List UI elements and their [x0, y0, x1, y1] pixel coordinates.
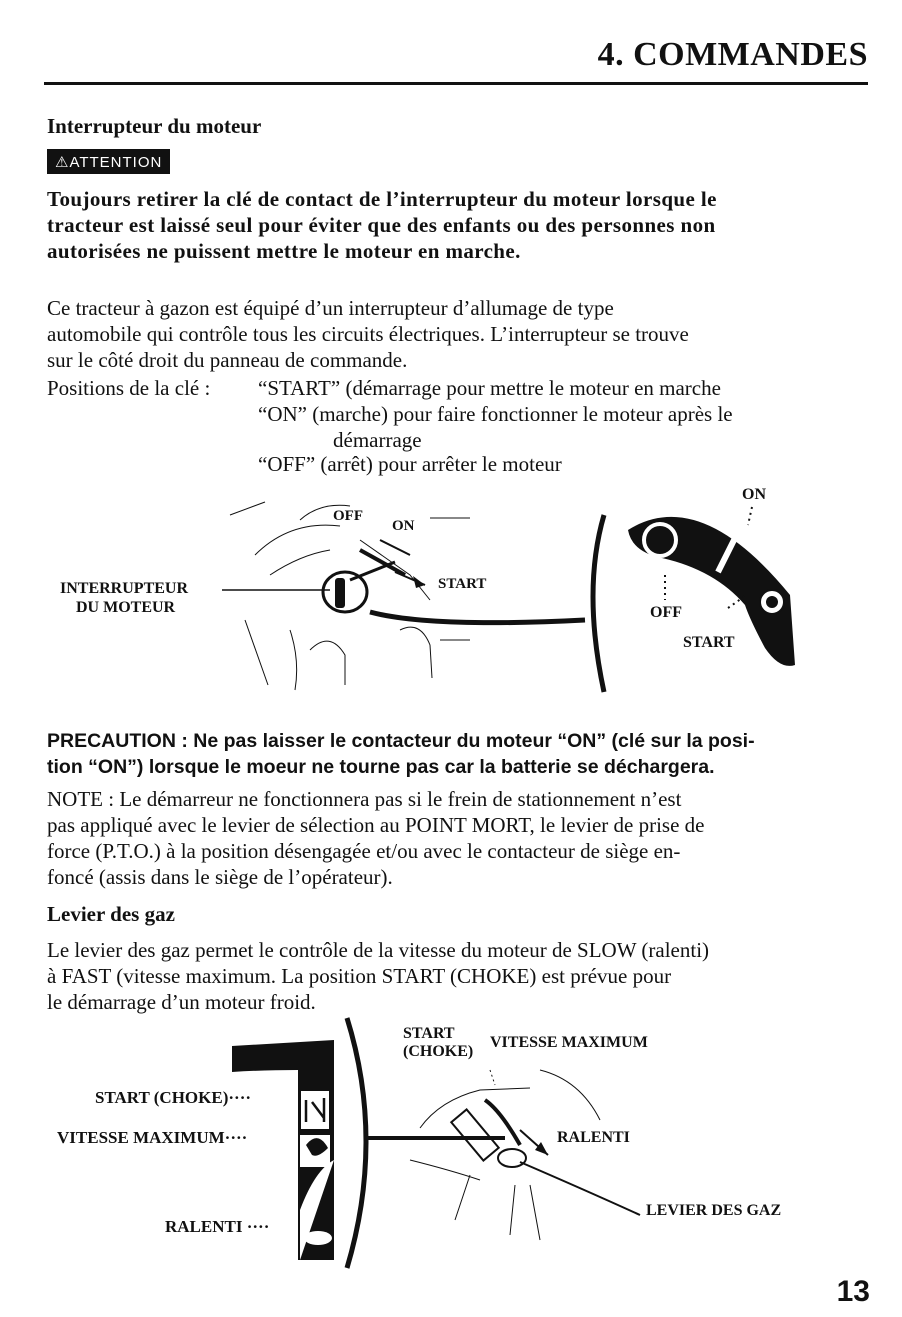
- page-number: 13: [836, 1275, 870, 1308]
- lever-ralenti-label: RALENTI ····: [165, 1217, 270, 1236]
- figure2-vitesse-label: VITESSE MAXIMUM: [490, 1034, 648, 1051]
- note-line: force (P.T.O.) à la position désengagée et/ou avec le contacteur de siège en-: [47, 839, 681, 863]
- detail-start-label: START: [683, 634, 735, 651]
- section-title-throttle: Levier des gaz: [47, 902, 175, 926]
- detail-on-label: ON: [742, 486, 766, 503]
- figure1-off-label: OFF: [333, 508, 363, 524]
- body-line: le démarrage d’un moteur froid.: [47, 990, 316, 1014]
- body-line: à FAST (vitesse maximum. La position START (CHOKE) est prévue pour: [47, 964, 672, 988]
- body-line: automobile qui contrôle tous les circuits électriques. L’interrupteur se trouve: [47, 322, 689, 346]
- note-line: foncé (assis dans le siège de l’opérateur).: [47, 865, 393, 889]
- precaution-line: tion “ON”) lorsque le moeur ne tourne pas car la batterie se déchargera.: [47, 756, 715, 778]
- figure2-start-label: START: [403, 1025, 455, 1042]
- precaution-paragraph: [47, 728, 862, 780]
- lever-start-choke-label: START (CHOKE)····: [95, 1088, 252, 1107]
- note-line: pas appliqué avec le levier de sélection au POINT MORT, le levier de prise de: [47, 813, 705, 837]
- callout-engine-switch: INTERRUPTEUR: [60, 580, 189, 597]
- figure2-ralenti-label: RALENTI: [557, 1129, 630, 1146]
- key-position-on: “ON” (marche) pour faire fonctionner le moteur après le: [258, 402, 733, 426]
- note-line: NOTE : Le démarreur ne fonctionnera pas si le frein de stationnement n’est: [47, 787, 682, 811]
- key-position-on-cont: démarrage: [333, 428, 422, 452]
- warning-line: autorisées ne puissent mettre le moteur en marche.: [47, 239, 521, 263]
- lever-vitesse-label: VITESSE MAXIMUM····: [57, 1128, 248, 1147]
- key-position-off: “OFF” (arrêt) pour arrêter le moteur: [258, 452, 562, 476]
- figure1-start-label: START: [438, 576, 487, 592]
- body-line: sur le côté droit du panneau de commande.: [47, 348, 408, 372]
- figure2-levier-label: LEVIER DES GAZ: [646, 1202, 782, 1219]
- warning-paragraph: [47, 186, 862, 264]
- figure2-choke-label: (CHOKE): [403, 1043, 474, 1060]
- throttle-description: [47, 937, 862, 1015]
- detail-off-label: OFF: [650, 604, 682, 621]
- warning-badge: ⚠ATTENTION: [47, 149, 170, 174]
- precaution-line: PRECAUTION : Ne pas laisser le contacteur du moteur “ON” (clé sur la posi-: [47, 730, 755, 752]
- body-line: Le levier des gaz permet le contrôle de la vitesse du moteur de SLOW (ralenti): [47, 938, 710, 962]
- key-positions-label: Positions de la clé :: [47, 376, 211, 400]
- note-paragraph: [47, 786, 862, 890]
- key-position-start: “START” (démarrage pour mettre le moteur en marche: [258, 376, 721, 400]
- chapter-title: 4. COMMANDES: [597, 36, 868, 73]
- warning-line: tracteur est laissé seul pour éviter que des enfants ou des personnes non: [47, 213, 716, 237]
- figure1-on-label: ON: [392, 518, 415, 534]
- section-title-engine-switch: Interrupteur du moteur: [47, 114, 262, 138]
- header-rule: [44, 82, 868, 85]
- body-line: Ce tracteur à gazon est équipé d’un interrupteur d’allumage de type: [47, 296, 614, 320]
- switch-description: [47, 295, 862, 373]
- warning-line: Toujours retirer la clé de contact de l’interrupteur du moteur lorsque le: [47, 187, 717, 211]
- callout-engine-switch-2: DU MOTEUR: [76, 599, 176, 616]
